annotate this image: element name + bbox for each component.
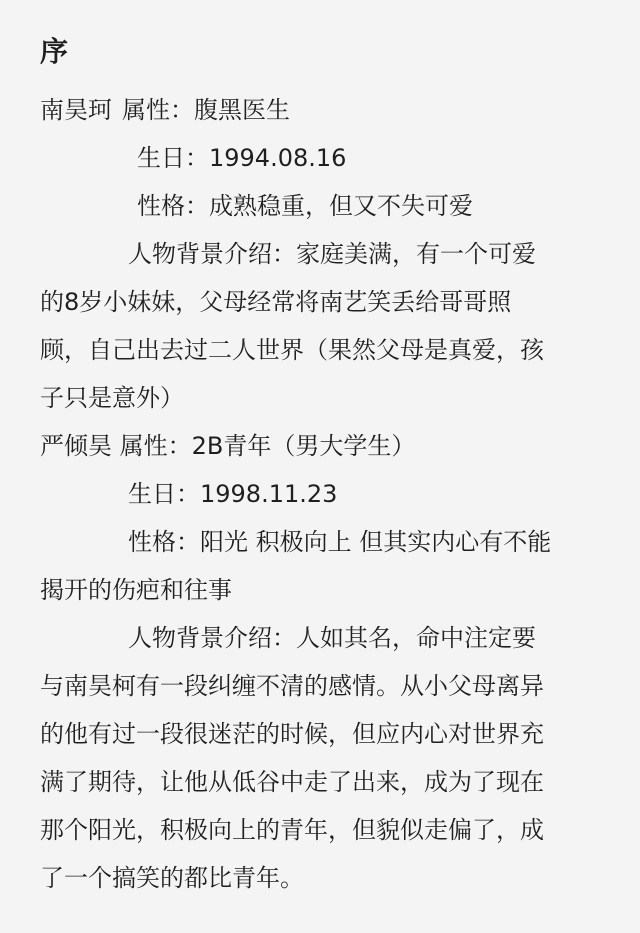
text-line [40, 90, 600, 130]
text-line: 顾，自己出去过二人世界（果然父母是真爱，孩 [40, 336, 544, 364]
text-line: 的他有过一段很迷茫的时候，但应内心对世界充 [40, 720, 544, 748]
character-name: 南昊珂 [40, 96, 112, 124]
text-line: 了一个搞笑的都比青年。 [40, 864, 304, 892]
character-attribute: 属性：腹黑医生 [122, 96, 290, 124]
text-line: 生日：1998.11.23 [128, 480, 338, 508]
text-line: 揭开的伤疤和往事 [40, 576, 232, 604]
text-line: 人物背景介绍：家庭美满，有一个可爱 [128, 240, 536, 268]
text-line: 严倾昊 属性：2B青年（男大学生） [40, 432, 416, 460]
text-line: 性格：成熟稳重，但又不失可爱 [137, 192, 473, 220]
text-line: 的8岁小妹妹，父母经常将南艺笑丢给哥哥照 [40, 288, 512, 316]
text-line: 性格：阳光 积极向上 但其实内心有不能 [128, 528, 552, 556]
text-line: 满了期待，让他从低谷中走了出来，成为了现在 [40, 768, 544, 796]
text-line: 那个阳光，积极向上的青年，但貌似走偏了，成 [40, 816, 544, 844]
text-line: 人物背景介绍：人如其名，命中注定要 [128, 624, 536, 652]
text-line: 生日：1994.08.16 [137, 144, 347, 172]
document-title: 序 [40, 35, 69, 68]
text-line: 与南昊柯有一段纠缠不清的感情。从小父母离异 [40, 672, 544, 700]
text-line: 子只是意外） [40, 384, 184, 412]
